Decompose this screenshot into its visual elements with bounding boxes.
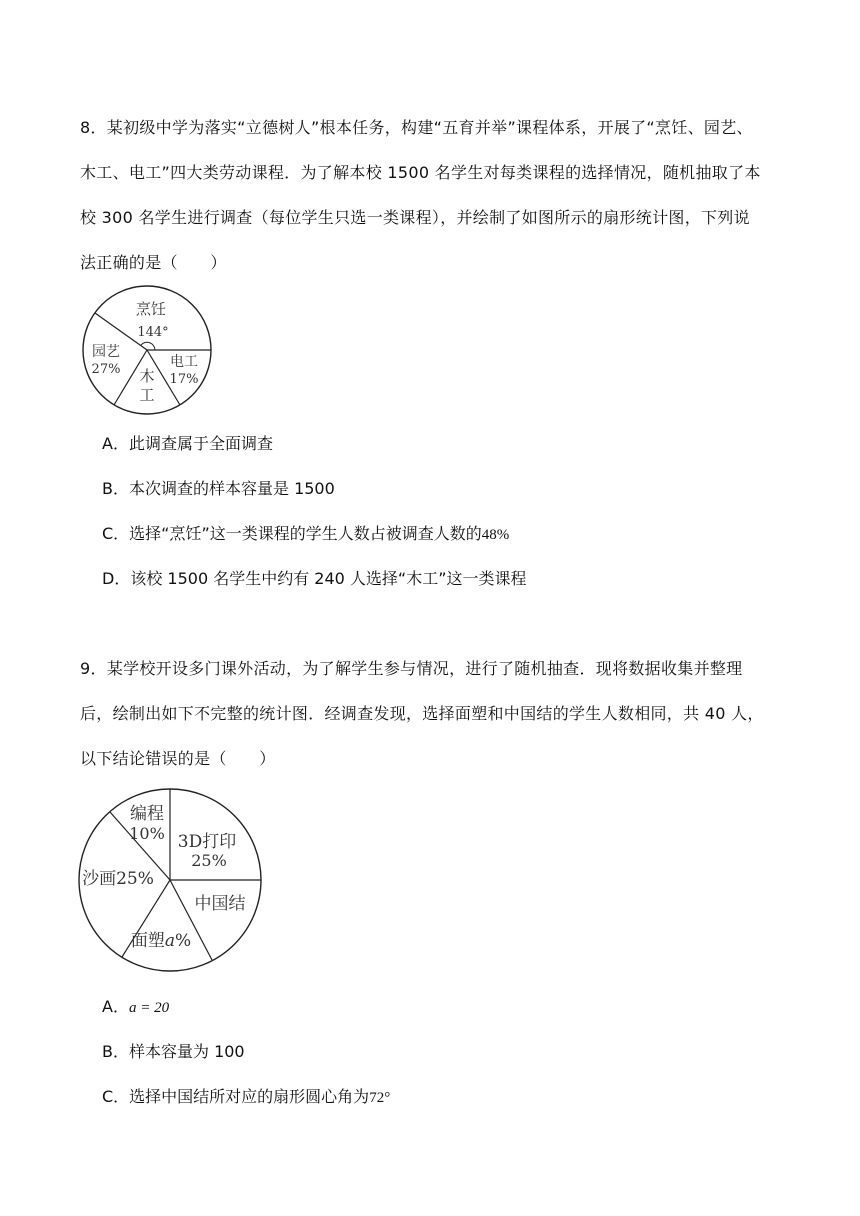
q8-line-4: 法正确的是（ ）	[80, 253, 227, 272]
q9-line-2: 后，绘制出如下不完整的统计图．经调查发现，选择面塑和中国结的学生人数相同，共 40 人，	[80, 704, 764, 723]
q9-label-biancheng-pct: 10%	[129, 824, 165, 843]
q8-label-gong: 工	[139, 386, 155, 404]
q9-label-3d-print-pct: 25%	[191, 851, 227, 870]
q8-pie-chart	[78, 284, 218, 416]
q9-label-3d-print: 3D打印	[177, 832, 237, 852]
q9-option-b: B．样本容量为 100	[102, 1042, 245, 1061]
q9-option-c-value: 72°	[369, 1090, 391, 1106]
q9-option-a-prefix: A．	[102, 997, 129, 1016]
q8-line-1: 8．某初级中学为落实“立德树人”根本任务，构建“五育并举”课程体系，开展了“烹饪、园艺、	[80, 118, 753, 137]
q8-label-angle: 144°	[137, 325, 169, 340]
q9-line-1: 9．某学校开设多门课外活动，为了解学生参与情况，进行了随机抽查．现将数据收集并整理	[80, 659, 743, 678]
q8-option-d: D．该校 1500 名学生中约有 240 人选择“木工”这一类课程	[102, 569, 527, 588]
q9-label-miansu-a: a	[164, 931, 175, 951]
q8-label-pengren: 烹饪	[135, 300, 167, 318]
q9-option-c	[102, 1087, 390, 1108]
q8-label-yuanyi: 园艺	[92, 344, 120, 360]
q9-label-miansu-pct: %	[174, 931, 192, 951]
q9-label-zhongguojie: 中国结	[194, 894, 246, 914]
q8-line-2: 木工、电工”四大类劳动课程．为了解本校 1500 名学生对每类课程的选择情况，随机抽取了本	[80, 163, 761, 182]
q9-option-c-text: C．选择中国结所对应的扇形圆心角为	[102, 1087, 370, 1106]
q8-option-c	[102, 524, 509, 545]
q9-option-a-value: a = 20	[128, 1000, 170, 1016]
q9-label-miansu-text: 面塑	[130, 931, 165, 951]
q9-label-shahua: 沙画25%	[82, 869, 154, 889]
q8-label-yuanyi-pct: 27%	[91, 362, 121, 377]
q9-label-miansu	[131, 931, 191, 951]
q8-label-mu: 木	[139, 367, 155, 385]
q8-option-b: B．本次调查的样本容量是 1500	[102, 479, 335, 498]
q8-label-diangong: 电工	[170, 354, 198, 370]
q9-label-biancheng: 编程	[130, 804, 164, 824]
q8-label-diangong-pct: 17%	[169, 372, 199, 387]
q9-line-3: 以下结论错误的是（ ）	[80, 749, 276, 768]
q8-line-3: 校 300 名学生进行调查（每位学生只选一类课程），并绘制了如图所示的扇形统计图，下列说	[80, 208, 750, 227]
q9-option-a	[102, 997, 169, 1018]
q8-option-c-text: C．选择“烹饪”这一类课程的学生人数占被调查人数的	[102, 524, 482, 543]
q8-option-c-value: 48%	[481, 527, 510, 543]
q9-pie-chart	[76, 788, 266, 974]
q8-option-a: A．此调查属于全面调查	[102, 434, 273, 453]
